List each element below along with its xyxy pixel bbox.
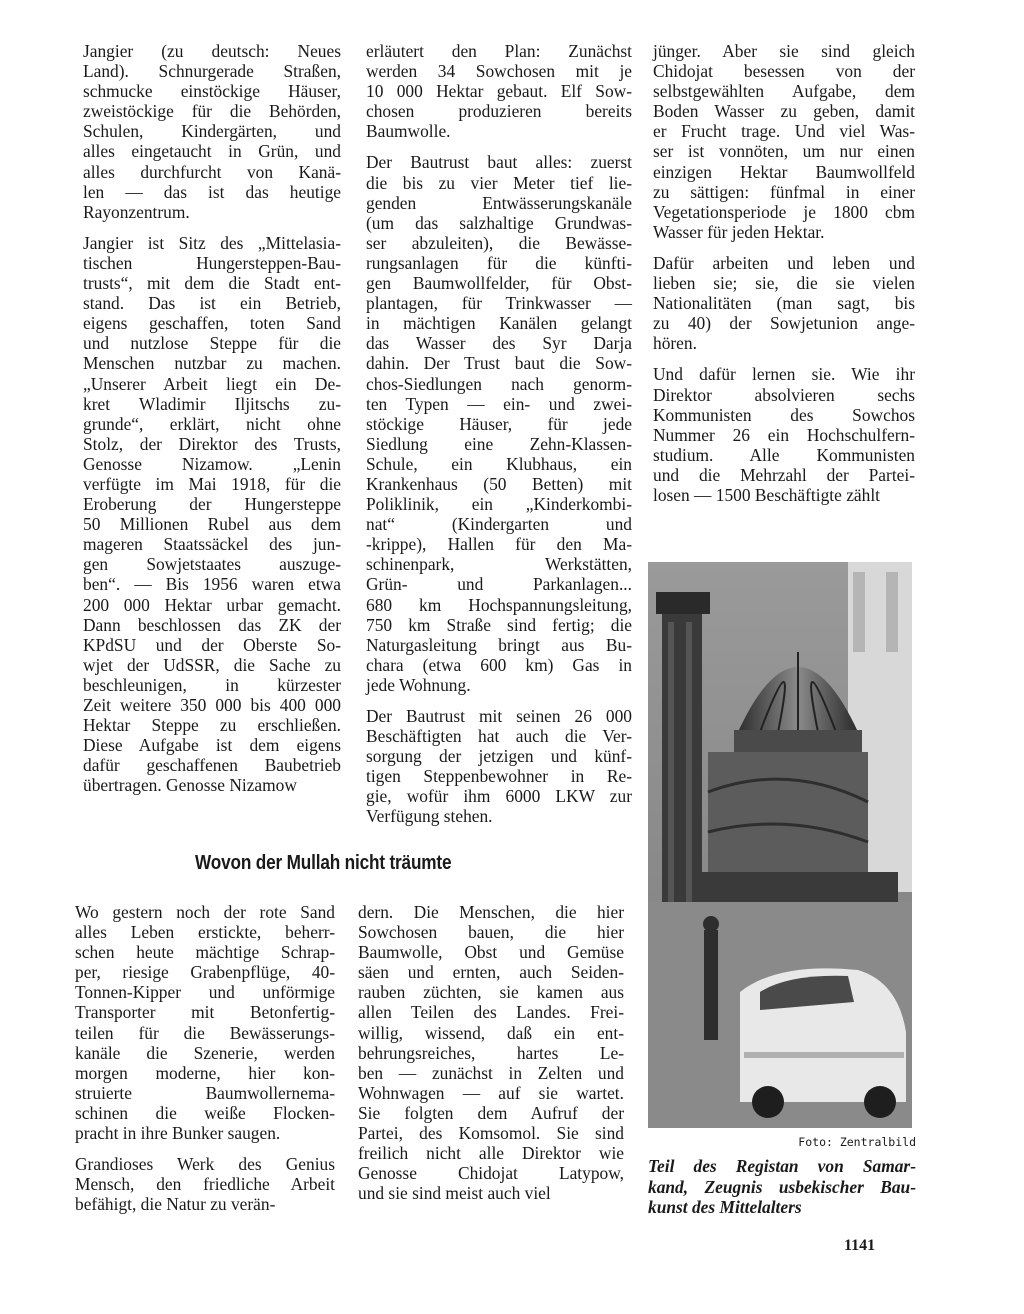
article-column-3	[653, 41, 915, 516]
text-line: 10 000 Hektar gebaut. Elf Sow-	[366, 81, 632, 102]
text-line: 200 000 Hektar urbar gemacht.	[83, 594, 341, 615]
text-line: Stolz, der Direktor des Trusts,	[83, 433, 341, 454]
text-line: alles eingetaucht in Grün, und	[83, 141, 341, 162]
text-line: nat“ (Kindergarten und	[366, 514, 632, 535]
text-line: Zeit weitere 350 000 bis 400 000	[83, 695, 341, 715]
text-line: chos-Siedlungen nach genorm-	[366, 373, 632, 394]
text-line: stöckige Häuser, für jede	[366, 413, 632, 434]
text-line: len — das ist das heutige	[83, 181, 341, 202]
text-line: sorgung der jetzigen und künf-	[366, 746, 632, 767]
text-line: 750 km Straße sind fertig; die	[366, 614, 632, 635]
text-line: Direktor absolvieren sechs	[653, 384, 915, 405]
text-line: Und dafür lernen sie. Wie ihr	[653, 364, 915, 385]
text-line: und sie sind meist auch viel	[358, 1183, 551, 1204]
text-line: morgen moderne, hier kon-	[75, 1062, 335, 1083]
text-line: in mächtigen Kanälen gelangt	[366, 313, 632, 334]
text-line: Krankenhaus (50 Betten) mit	[366, 473, 632, 494]
text-line: zu sättigen: fünfmal in einer	[653, 181, 915, 202]
text-line: Transporter mit Betonfertig-	[75, 1002, 335, 1023]
text-line: alles Leben erstickte, beherr-	[75, 922, 335, 943]
text-line: Nationalitäten (man sagt, bis	[653, 293, 915, 314]
paragraph	[83, 233, 341, 796]
text-line: per, riesige Grabenpflüge, 40-	[75, 962, 335, 983]
text-line: Genosse Chidojat Latypow,	[358, 1163, 624, 1184]
text-line: hören.	[653, 333, 697, 354]
text-line: grunde“, erklärt, nicht ohne	[83, 413, 341, 434]
text-line: Menschen nutzbar zu machen.	[83, 353, 341, 374]
text-line: Baumwolle, Obst und Gemüse	[358, 942, 624, 963]
text-line: willig, wissend, daß ein ent-	[358, 1022, 624, 1043]
text-line: Siedlung eine Zehn-Klassen-	[366, 433, 632, 454]
text-line: freilich nicht alle Direktor wie	[358, 1143, 624, 1164]
text-line: Naturgasleitung bringt aus Bu-	[366, 634, 632, 655]
text-line: Sowchosen bauen, die hier	[358, 922, 624, 943]
text-line: 50 Millionen Rubel aus dem	[83, 514, 341, 535]
text-line: trusts“, mit dem die Stadt ent-	[83, 273, 341, 294]
text-line: Diese Aufgabe ist dem eigens	[83, 735, 341, 756]
paragraph	[75, 902, 335, 1143]
text-line: übertragen. Genosse Nizamow	[83, 775, 297, 796]
text-line: rungsanlagen für die künfti-	[366, 252, 632, 273]
text-line: alles durchfurcht von Kanä-	[83, 161, 341, 182]
text-line: gen Sowjetstaates auszuge-	[83, 554, 341, 575]
photo-caption	[648, 1156, 916, 1218]
text-line: Nummer 26 ein Hochschulfern-	[653, 424, 915, 445]
text-line: zu 40) der Sowjetunion ange-	[653, 313, 915, 334]
text-line: behrungsreiches, hartes Le-	[358, 1042, 624, 1063]
section-column-2	[358, 902, 624, 1214]
text-line: Vegetationsperiode je 1800 cbm	[653, 201, 915, 222]
text-line: Land). Schnurgerade Straßen,	[83, 61, 341, 82]
text-line: allen Teilen des Landes. Frei-	[358, 1002, 624, 1023]
text-line: und nutzlose Steppe für die	[83, 333, 341, 354]
text-line: kret Wladimir Iljitschs zu-	[83, 393, 341, 414]
text-line: losen — 1500 Beschäftigte zählt	[653, 484, 880, 505]
paragraph	[653, 253, 915, 353]
text-line: Partei, des Komsomol. Sie sind	[358, 1123, 624, 1144]
text-line: jünger. Aber sie sind gleich	[653, 41, 915, 61]
text-line: eigens geschaffen, toten Sand	[83, 313, 341, 334]
text-line: genden Entwässerungskanäle	[366, 192, 632, 213]
text-line: jede Wohnung.	[366, 674, 471, 695]
caption-line: kand, Zeugnis usbekischer Bau-	[648, 1176, 916, 1197]
text-line: beschleunigen, in kürzester	[83, 674, 341, 695]
text-line: Der Bautrust mit seinen 26 000	[366, 706, 632, 726]
text-line: 680 km Hochspannungsleitung,	[366, 594, 632, 615]
text-line: Der Bautrust baut alles: zuerst	[366, 152, 632, 173]
text-line: dern. Die Menschen, die hier	[358, 902, 624, 922]
text-line: Sie folgten dem Aufruf der	[358, 1102, 624, 1123]
paragraph	[653, 364, 915, 505]
text-line: dafür geschaffenen Baubetrieb	[83, 755, 341, 776]
text-line: ben“. — Bis 1956 waren etwa	[83, 574, 341, 595]
text-line: Poliklinik, ein „Kinderkombi-	[366, 494, 632, 515]
paragraph	[366, 41, 632, 141]
text-line: Eroberung der Hungersteppe	[83, 494, 341, 515]
text-line: Tonnen-Kipper und unförmige	[75, 982, 335, 1003]
text-line: Dafür arbeiten und leben und	[653, 252, 915, 273]
article-column-1	[83, 41, 341, 806]
text-line: chara (etwa 600 km) Gas in	[366, 654, 632, 675]
page-number: 1141	[844, 1237, 876, 1254]
paragraph	[366, 706, 632, 827]
text-line: Grün- und Parkanlagen...	[366, 574, 632, 595]
text-line: einzigen Hektar Baumwollfeld	[653, 161, 915, 182]
text-line: Schule, ein Klubhaus, ein	[366, 453, 632, 474]
text-line: „Unserer Arbeit liegt ein De-	[83, 373, 341, 394]
text-line: gen Baumwollfelder, für Obst-	[366, 273, 632, 294]
paragraph	[358, 902, 624, 1203]
text-line: Dann beschlossen das ZK der	[83, 614, 341, 635]
text-line: selbstgewählten Aufgabe, dem	[653, 81, 915, 102]
paragraph	[366, 152, 632, 695]
caption-line: kunst des Mittelalters	[648, 1197, 802, 1217]
text-line: -krippe), Hallen für den Ma-	[366, 534, 632, 555]
text-line: plantagen, für Trinkwasser —	[366, 293, 632, 314]
text-line: ser ist vonnöten, um nur einen	[653, 141, 915, 162]
text-line: das Wasser des Syr Darja	[366, 333, 632, 354]
text-line: mageren Staatssäckel des jun-	[83, 534, 341, 555]
text-line: säen und ernten, auch Seiden-	[358, 962, 624, 983]
photo-credit: Foto: Zentralbild	[798, 1135, 916, 1149]
text-line: (um das salzhaltige Grundwas-	[366, 212, 632, 233]
text-line: und die Mehrzahl der Partei-	[653, 464, 915, 485]
registan-photo	[648, 562, 912, 1128]
text-line: ser abzuleiten), die Bewässe-	[366, 232, 632, 253]
registan-photo-illustration	[648, 562, 912, 1128]
paragraph	[75, 1154, 335, 1214]
text-line: lieben sie; sie, die sie vielen	[653, 273, 915, 294]
text-line: studium. Alle Kommunisten	[653, 444, 915, 465]
text-line: ten Typen — ein- und zwei-	[366, 393, 632, 414]
text-line: Wohnwagen — auf sie wartet.	[358, 1082, 624, 1103]
text-line: Beschäftigten hat auch die Ver-	[366, 726, 632, 747]
text-line: schmucke einstöckige Häuser,	[83, 81, 341, 102]
section-column-1	[75, 902, 335, 1225]
text-line: er Frucht trage. Und viel Was-	[653, 121, 915, 142]
text-line: werden 34 Sowchosen mit je	[366, 61, 632, 82]
text-line: Rayonzentrum.	[83, 201, 190, 222]
text-line: Baumwolle.	[366, 121, 451, 142]
text-line: Jangier ist Sitz des „Mittelasia-	[83, 232, 341, 253]
text-line: schen heute mächtige Schrap-	[75, 942, 335, 963]
text-line: wjet der UdSSR, die Sache zu	[83, 654, 341, 675]
text-line: Verfügung stehen.	[366, 806, 493, 827]
section-headline: Wovon der Mullah nicht träumte	[195, 852, 452, 874]
text-line: tischen Hungersteppen-Bau-	[83, 252, 341, 273]
text-line: Schulen, Kindergärten, und	[83, 121, 341, 142]
text-line: Grandioses Werk des Genius	[75, 1154, 335, 1175]
text-line: die bis zu vier Meter tief lie-	[366, 172, 632, 193]
text-line: Wo gestern noch der rote Sand	[75, 902, 335, 922]
text-line: kanäle die Szenerie, werden	[75, 1042, 335, 1063]
text-line: Jangier (zu deutsch: Neues	[83, 41, 341, 61]
text-line: Boden Wasser zu geben, damit	[653, 101, 915, 122]
text-line: stand. Das ist ein Betrieb,	[83, 293, 341, 314]
text-line: chosen produzieren bereits	[366, 101, 632, 122]
paragraph	[653, 41, 915, 242]
text-line: rauben züchten, sie kamen aus	[358, 982, 624, 1003]
text-line: gie, wofür ihm 6000 LKW zur	[366, 786, 632, 807]
text-line: Mensch, den friedliche Arbeit	[75, 1174, 335, 1195]
text-line: struierte Baumwollernema-	[75, 1082, 335, 1103]
text-line: schinen die weiße Flocken-	[75, 1102, 335, 1123]
text-line: Wasser für jeden Hektar.	[653, 221, 825, 242]
text-line: KPdSU und der Oberste So-	[83, 634, 341, 655]
text-line: teilen für die Bewässerungs-	[75, 1022, 335, 1043]
text-line: Kommunisten des Sowchos	[653, 404, 915, 425]
text-line: befähigt, die Natur zu verän-	[75, 1194, 276, 1215]
text-line: erläutert den Plan: Zunächst	[366, 41, 632, 61]
caption-line: Teil des Registan von Samar-	[648, 1156, 916, 1176]
text-line: tigen Steppenbewohner in Re-	[366, 766, 632, 787]
text-line: dahin. Der Trust baut die Sow-	[366, 353, 632, 374]
text-line: pracht in ihre Bunker saugen.	[75, 1123, 281, 1144]
text-line: Genosse Nizamow. „Lenin	[83, 453, 341, 474]
article-column-2	[366, 41, 632, 838]
text-line: Hektar Steppe zu erschließen.	[83, 715, 341, 736]
text-line: schinenpark, Werkstätten,	[366, 554, 632, 575]
text-line: Chidojat besessen von der	[653, 61, 915, 82]
text-line: ben — zunächst in Zelten und	[358, 1062, 624, 1083]
paragraph	[83, 41, 341, 222]
text-line: verfügte im Mai 1918, für die	[83, 473, 341, 494]
text-line: zweistöckige für die Behörden,	[83, 101, 341, 122]
